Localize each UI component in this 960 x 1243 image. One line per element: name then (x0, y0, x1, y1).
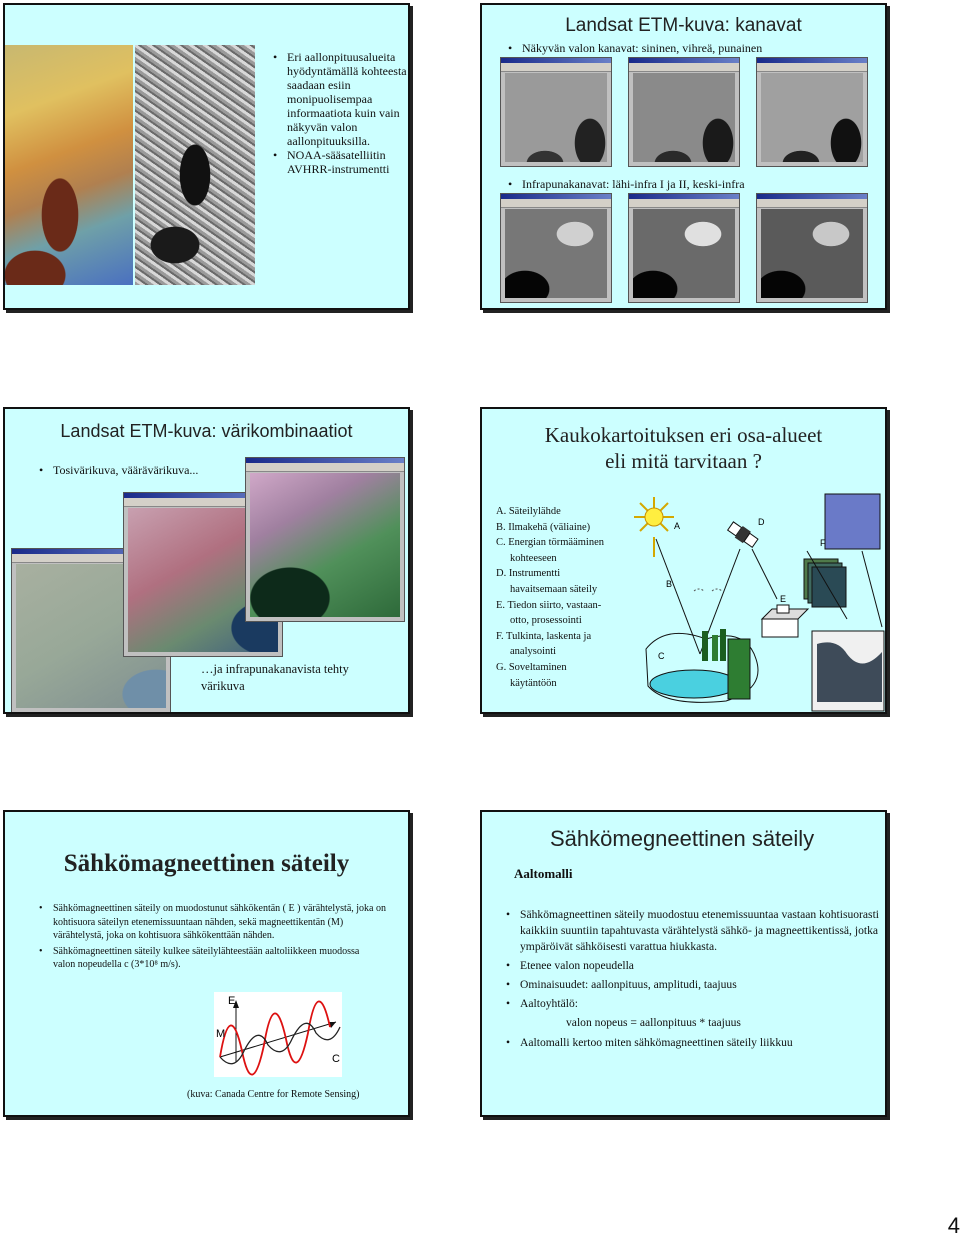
satellite-icon (727, 520, 760, 549)
wave-label-m: M (216, 1028, 226, 1040)
slide3-bullet: • Tosivärikuva, väärävärikuva... (39, 463, 198, 477)
sun-icon (634, 497, 674, 557)
slide-etm-bands (480, 3, 887, 310)
slide6-bullet: • Sähkömagneettinen säteily muodostuu etenemissuuntaa vastaan kohtisuorasti kaikkiin suuntiin tapahtuvasta värähtelystä sähkö- ja magneettikentissä, jotka ympäröivät sähköisesti varattua hiukkasta. (506, 907, 881, 955)
slide-wave-model (480, 810, 887, 1117)
slide2-visible-bullet: • Näkyvän valon kanavat: sininen, vihreä, punainen (508, 41, 762, 55)
diagram-label-a: A (674, 521, 681, 531)
slide1-bullet: • NOAA-sääsatelliitin AVHRR-instrumentti (273, 148, 408, 176)
slide6-bullet: • Aaltoyhtälö: (506, 996, 881, 1012)
list-item: B. Ilmakehä (väliaine) (496, 521, 591, 533)
infrared-color-window (245, 457, 405, 622)
page-number: 4 (947, 1213, 960, 1238)
diagram-label-f: F (820, 538, 826, 548)
diagram-label-d: D (758, 517, 765, 527)
slide6-bullet: • Ominaisuudet: aallonpituus, amplitudi, taajuus (506, 977, 881, 993)
visible-band-green-window (628, 57, 740, 167)
visible-band-red-window (756, 57, 868, 167)
visible-band-blue-window (500, 57, 612, 167)
list-item: F. Tulkinta, laskenta ja (496, 630, 592, 642)
image-stack-icon (804, 494, 880, 607)
slide-avhrr (3, 3, 410, 310)
list-item: D. Instrumentti (496, 568, 561, 580)
infrared-band-mir-window (756, 193, 868, 303)
slide5-bullet: • Sähkömagneettinen säteily kulkee säteilylähteestään aaltoliikkeen muodossa valon nopeudella c (3*10⁸ m/s). (39, 945, 389, 972)
image-credit: (kuva: Canada Centre for Remote Sensing) (187, 1089, 360, 1100)
slide1-bullet: • Eri aallonpituusalueita hyödyntämällä kohteesta saadaan esiin monipuolisempaa informaatiota kuin vain näkyvän valon aallonpituuksilla. (273, 50, 408, 148)
slide6-bullet: • Etenee valon nopeudella (506, 958, 881, 974)
slide6-bullet: • Aaltomalli kertoo miten sähkömagneettinen säteily liikkuu (506, 1035, 881, 1051)
list-item: havaitsemaan säteily (510, 583, 598, 595)
slide5-bullet: • Sähkömagneettinen säteily on muodostunut sähkökentän ( E ) värähtelystä, joka on kohtisuora säteilyn etenemissuuntaan nähden, sekä magneettikentän (M) värähtelystä, joka on kohtisuora sähkökenttään nähden. (39, 902, 389, 943)
wave-label-c: C (332, 1053, 340, 1065)
slide2-infrared-bullet: • Infrapunakanavat: lähi-infra I ja II, keski-infra (508, 177, 745, 191)
slide6-subtitle: Aaltomalli (514, 866, 573, 881)
list-item: C. Energian törmääminen (496, 537, 604, 549)
slide3-caption: …ja infrapunakanavista tehty värikuva (201, 662, 349, 693)
wave-label-e: E (228, 995, 236, 1007)
list-item: kohteeseen (510, 552, 557, 564)
slide6-title: Sähkömegneettinen säteily (550, 826, 815, 851)
slide3-title: Landsat ETM-kuva: värikombinaatiot (60, 421, 353, 441)
infrared-band-nir2-window (628, 193, 740, 303)
wave-equation: valon nopeus = aallonpituus * taajuus (566, 1016, 741, 1029)
infrared-band-nir1-window (500, 193, 612, 303)
remote-sensing-diagram (632, 479, 887, 714)
slide-color-combinations (3, 407, 410, 714)
avhrr-grayscale-image (135, 45, 255, 285)
list-item: E. Tiedon siirto, vastaan- (496, 599, 602, 611)
em-wave-diagram (214, 992, 342, 1077)
avhrr-false-color-image (5, 45, 133, 285)
list-item: A. Säteilylähde (496, 506, 561, 517)
slide-em-radiation (3, 810, 410, 1117)
lake-shape (650, 670, 738, 698)
ground-station-icon (762, 605, 808, 637)
slide-remote-sensing-components (480, 407, 887, 714)
list-item: analysointi (510, 646, 557, 658)
list-item: käytäntöön (510, 677, 557, 689)
slide2-title: Landsat ETM-kuva: kanavat (565, 15, 802, 36)
slide5-title: Sähkömagneettinen säteily (63, 850, 350, 877)
slide4-title-line1: Kaukokartoituksen eri osa-alueet (544, 423, 823, 447)
forest-shape (728, 639, 750, 699)
diagram-label-b: B (666, 579, 673, 589)
slide4-title-line2: eli mitä tarvitaan ? (605, 449, 762, 473)
diagram-label-e: E (780, 594, 787, 604)
list-item: G. Soveltaminen (496, 661, 567, 673)
list-item: otto, prosessointi (510, 615, 582, 627)
diagram-label-c: C (658, 651, 665, 661)
